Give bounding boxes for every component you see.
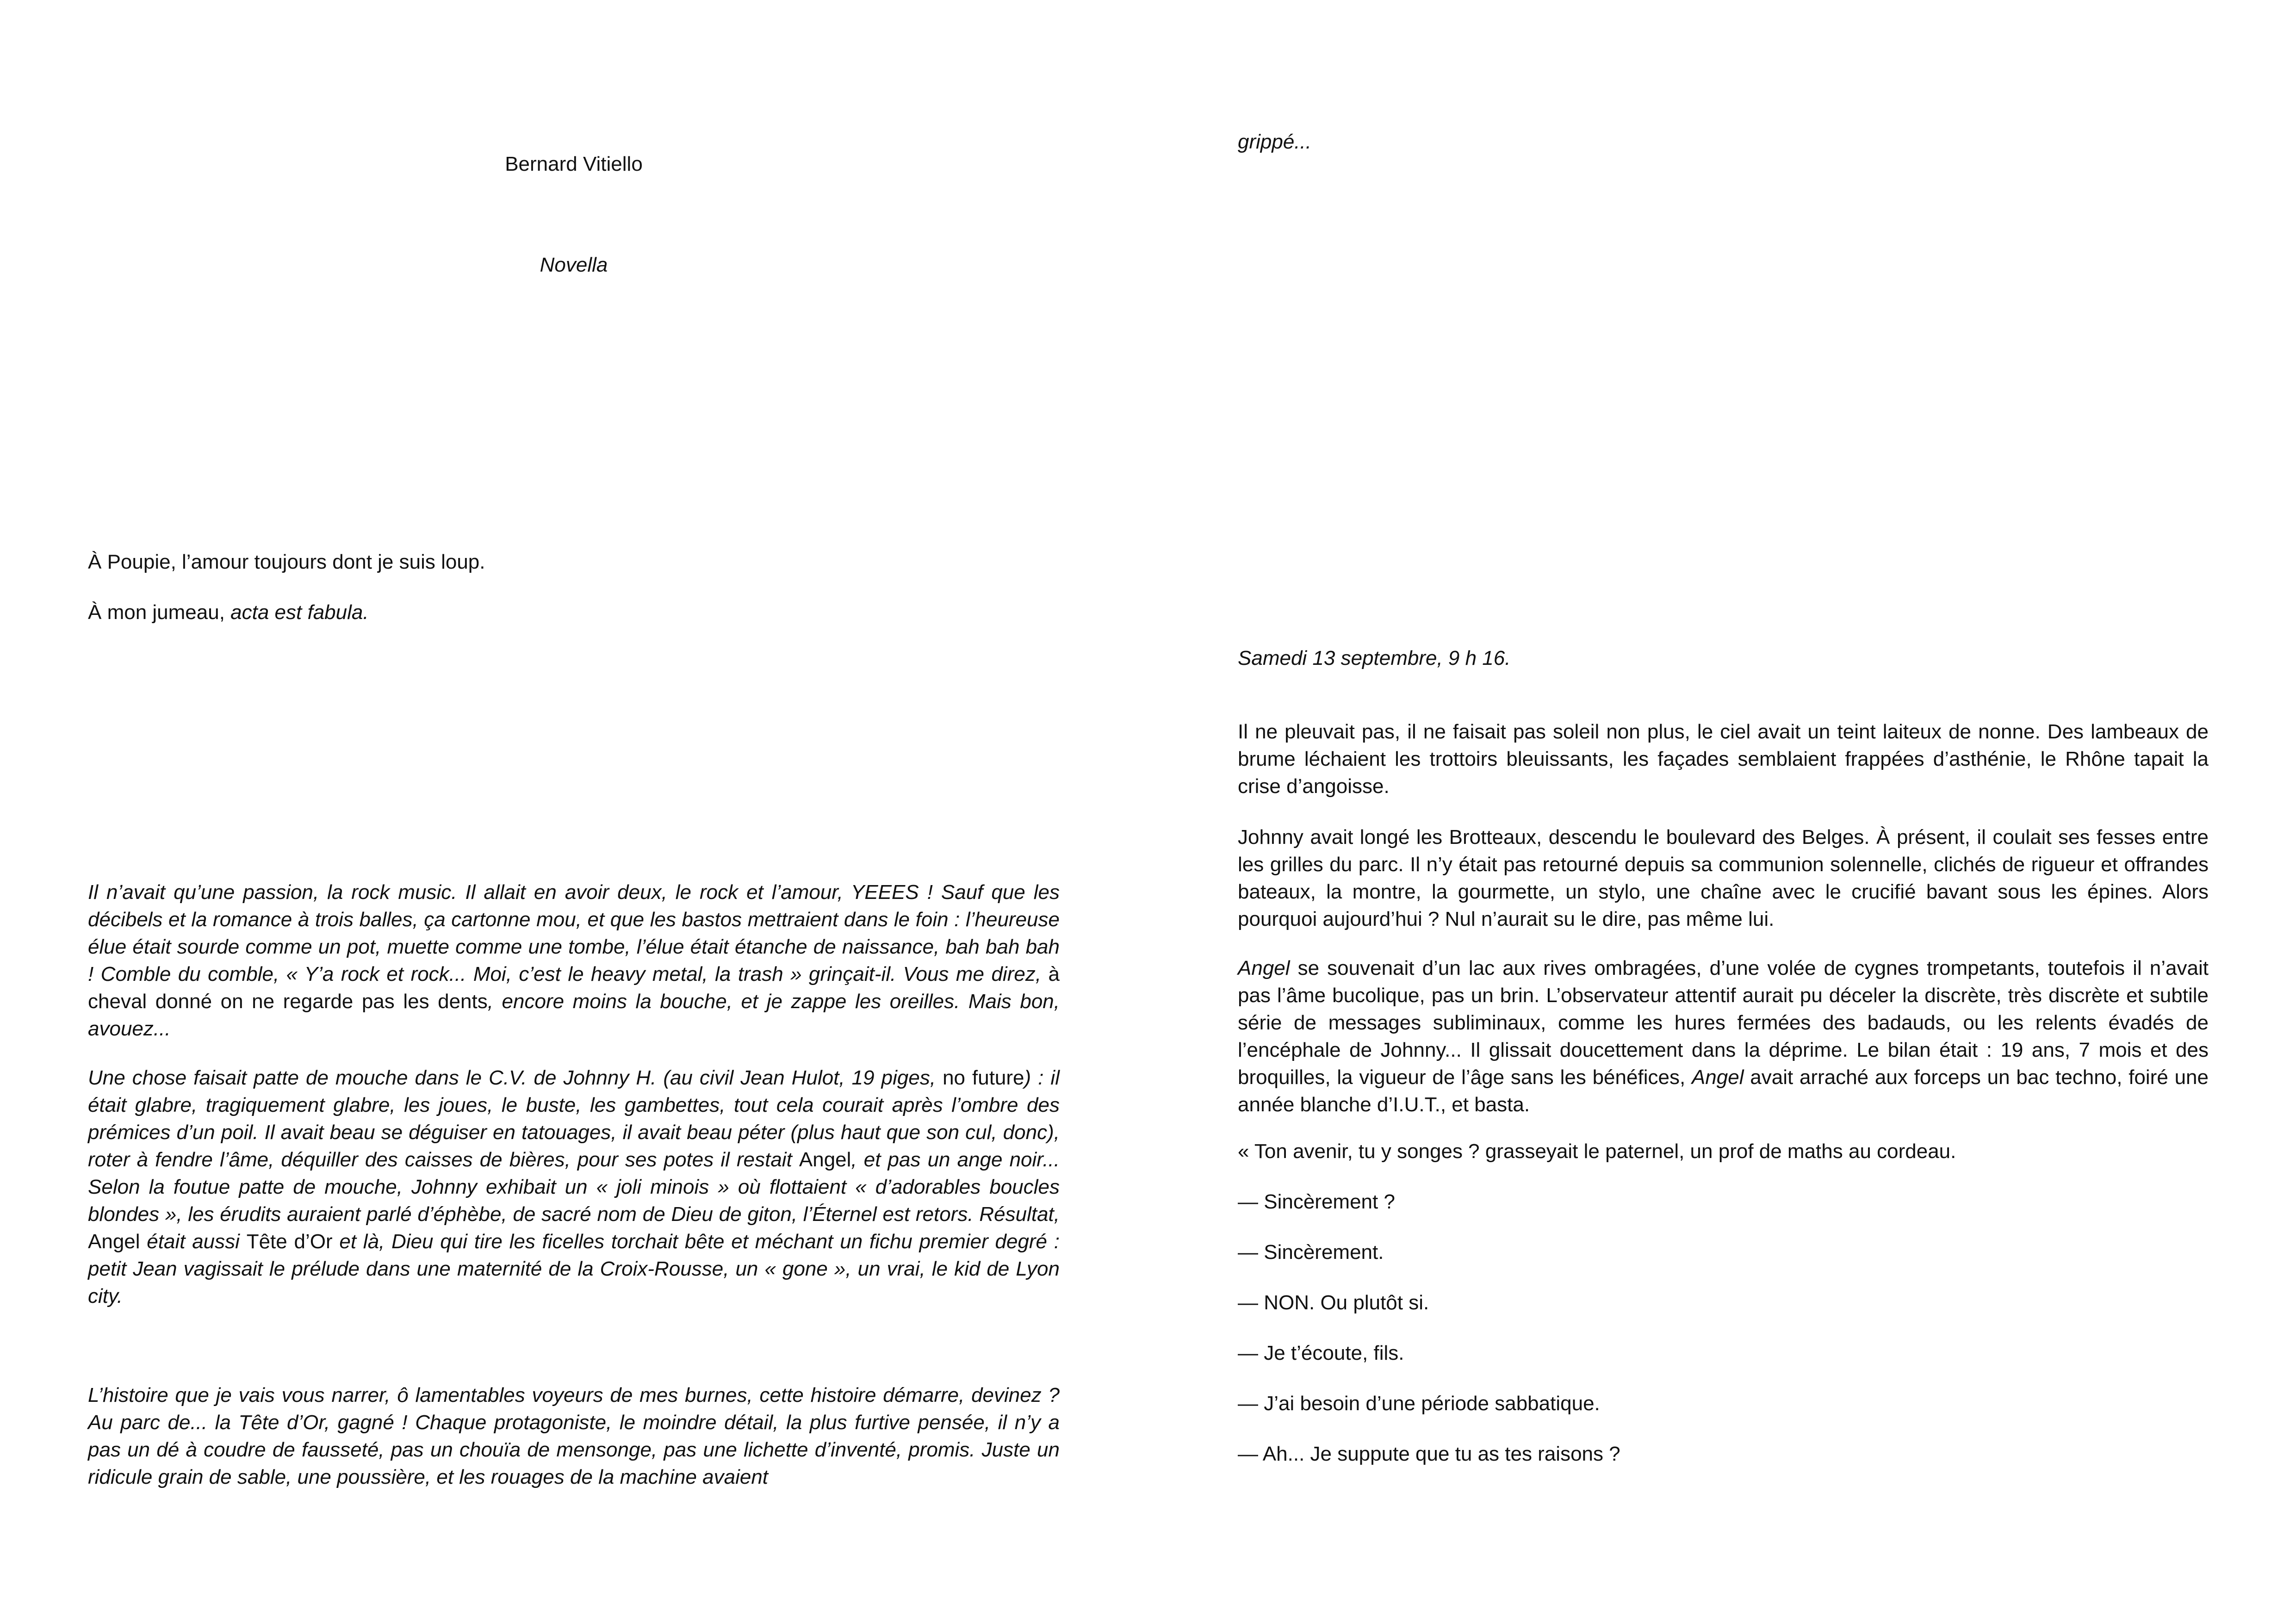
right-page <box>1148 0 2296 1623</box>
text-run: et là, Dieu qui tire les ficelles torchait bête et méchant un fichu premier degré : petit Jean vagissait le prélude dans une maternité de la Croix-Rousse, un « gone », un vrai, le kid de Lyon city. <box>88 1230 1060 1307</box>
text-run: Une chose faisait patte de mouche dans le C.V. de Johnny H. (au civil Jean Hulot, 19 piges, <box>88 1066 943 1089</box>
genre-label: Novella <box>540 254 608 276</box>
dedication-1: À Poupie, l’amour toujours dont je suis loup. <box>88 551 485 573</box>
text-run: Johnny avait longé les Brotteaux, descendu le boulevard des Belges. À présent, il coulait ses fesses entre les grilles du parc. Il n’y était pas retourné depuis sa communion solennelle, clichés de rigueur et offrandes bateaux, la montre, la gourmette, un stylo, une chaîne avec le crucifié bavant sous les épines. Alors pourquoi aujourd’hui ? Nul n’aurait su le dire, pas même lui. <box>1238 826 2209 930</box>
intro-paragraph-3 <box>88 1381 1060 1491</box>
dialogue-line: — Je t’écoute, fils. <box>1238 1342 1404 1364</box>
text-run: se souvenait d’un lac aux rives ombragées, d’une volée de cygnes trompetants, toutefois il n’avait pas l’âme bucolique, pas un brin. L’observateur attentif aurait pu déceler la discrète, très discrète et subtile série de messages subliminaux, comme les hures fermées des badauds, ou les relents évadés de l’encéphale de Johnny... Il glissait doucettement dans la déprime. Le bilan était : 19 ans, 7 mois et des broquilles, la vigueur de l’âge sans les bénéfices, <box>1238 957 2209 1089</box>
author-name: Bernard Vitiello <box>505 153 643 175</box>
dialogue-line: — Sincèrement. <box>1238 1241 1384 1264</box>
text-run: Angel <box>1691 1066 1744 1089</box>
dedication-2-prefix: À mon jumeau, <box>88 601 231 624</box>
story-paragraph-2 <box>1238 824 2209 933</box>
story-paragraph-3 <box>1238 954 2209 1118</box>
story-paragraph-1 <box>1238 718 2209 800</box>
dedication-2 <box>88 599 1060 626</box>
date-heading: Samedi 13 septembre, 9 h 16. <box>1238 647 1511 669</box>
text-run: , et pas un ange noir... Selon la foutue patte de mouche, Johnny exhibait un « joli minois » où flottaient « d’adorables boucles blondes », les érudits auraient parlé d’éphèbe, de sacré nom de Dieu de giton, l’Éternel est retors. Résultat, <box>88 1148 1060 1226</box>
text-run: Angel <box>88 1230 140 1253</box>
dedication-2-latin: acta est fabula. <box>230 601 369 624</box>
dialogue-line: — J’ai besoin d’une période sabbatique. <box>1238 1392 1600 1415</box>
text-run: Il n’avait qu’une passion, la rock music. Il allait en avoir deux, le rock et l’amour, YEEES ! Sauf que les décibels et la romance à trois balles, ça cartonne mou, et que les bastos mettraient dans le foin : l’heureuse élue était sourde comme un pot, muette comme une tombe, l’élue était étanche de naissance, bah bah bah ! Comble du comble, « Y’a rock et rock... Moi, c’est le heavy metal, la trash » grinçait-il. Vous me direz, <box>88 881 1060 985</box>
continuation-text: grippé... <box>1238 130 1311 153</box>
text-run: no future <box>943 1066 1024 1089</box>
text-run: Angel <box>1238 957 1290 979</box>
dialogue-line: « Ton avenir, tu y songes ? grasseyait le paternel, un prof de maths au cordeau. <box>1238 1140 1956 1163</box>
text-run: Il ne pleuvait pas, il ne faisait pas soleil non plus, le ciel avait un teint laiteux de nonne. Des lambeaux de brume léchaient les trottoirs bleuissants, les façades semblaient frappées d’asthénie, le Rhône tapait la crise d’angoisse. <box>1238 720 2209 798</box>
text-run: , encore moins la bouche, et je zappe les oreilles. Mais bon, avouez... <box>88 990 1060 1040</box>
text-run: Angel <box>799 1148 851 1171</box>
dialogue-line: — Ah... Je suppute que tu as tes raisons ? <box>1238 1443 1620 1465</box>
intro-paragraph-1 <box>88 879 1060 1042</box>
text-run: L’histoire que je vais vous narrer, ô lamentables voyeurs de mes burnes, cette histoire démarre, devinez ? Au parc de... la Tête d’Or, gagné ! Chaque protagoniste, le moindre détail, la plus furtive pensée, il n’y a pas un dé à coudre de fausseté, pas un chouïa de mensonge, pas une lichette d’inventé, promis. Juste un ridicule grain de sable, une poussière, et les rouages de la machine avaient <box>88 1384 1060 1488</box>
intro-paragraph-2 <box>88 1064 1060 1310</box>
dialogue-line: — Sincèrement ? <box>1238 1190 1395 1213</box>
dialogue-line: — NON. Ou plutôt si. <box>1238 1291 1429 1314</box>
text-run: à cheval donné on ne regarde pas les dents <box>88 963 1060 1013</box>
text-run: était aussi <box>140 1230 247 1253</box>
text-run: avait arraché aux forceps un bac techno, foiré une année blanche d’I.U.T., et basta. <box>1238 1066 2209 1116</box>
text-run: ) : il était glabre, tragiquement glabre, les joues, le buste, les gambettes, tout cela courait après l’ombre des prémices d’un poil. Il avait beau se déguiser en tatouages, il avait beau péter (plus haut que son cul, donc), roter à fendre l’âme, déquiller des caisses de bières, pour ses potes il restait <box>88 1066 1060 1171</box>
text-run: Tête d’Or <box>246 1230 333 1253</box>
